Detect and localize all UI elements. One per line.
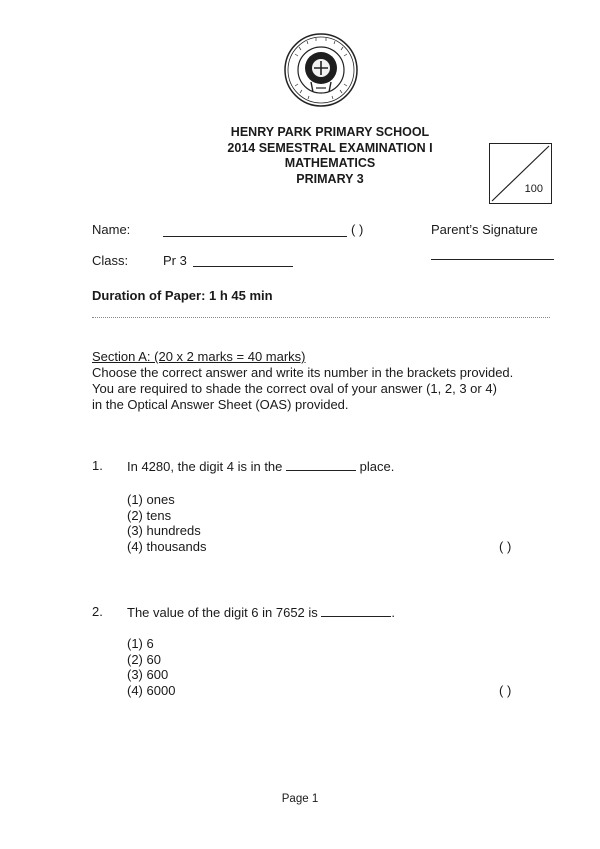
option-item: (1) ones (127, 492, 175, 507)
name-line[interactable] (163, 236, 347, 237)
parent-signature-line[interactable] (431, 259, 554, 260)
section-title: Section A: (20 x 2 marks = 40 marks) (92, 349, 306, 364)
score-total: 100 (524, 183, 543, 195)
question-text (127, 458, 394, 475)
page-number: Page 1 (281, 793, 319, 805)
option-item: (2) tens (127, 507, 172, 523)
instruction-line: You are required to shade the correct oval of your answer (1, 2, 3 or 4) (92, 381, 497, 396)
class-value: Pr 3 (163, 253, 187, 268)
instruction-line: Choose the correct answer and write its number in the brackets provided. (92, 365, 514, 380)
school-crest (283, 32, 359, 108)
question-stem-end: place. (359, 459, 395, 474)
section-instructions (92, 349, 562, 413)
answer-blank (321, 604, 391, 617)
question-number: 1. (92, 458, 103, 473)
class-label: Class: (92, 253, 129, 268)
instruction-line: in the Optical Answer Sheet (OAS) provided. (92, 397, 349, 412)
school-name: HENRY PARK PRIMARY SCHOOL (230, 125, 430, 139)
option-item: (2) 60 (127, 651, 161, 667)
name-label: Name: (92, 222, 131, 237)
question-text (127, 604, 395, 621)
exam-title: 2014 SEMESTRAL EXAMINATION I (227, 140, 433, 155)
options-list (127, 636, 175, 698)
separator-line (92, 317, 550, 318)
option-item: (4) thousands (127, 538, 207, 554)
question-stem: In 4280, the digit 4 is in the (127, 459, 283, 474)
parent-signature-label: Parent’s Signature (431, 222, 538, 237)
question-number: 2. (92, 604, 103, 619)
class-line[interactable] (193, 266, 293, 267)
register-number-bracket: ( ) (351, 222, 364, 237)
option-item: (3) hundreds (127, 523, 201, 538)
exam-header (170, 125, 490, 187)
answer-bracket[interactable]: ( ) (499, 683, 512, 698)
option-item: (3) 600 (127, 667, 169, 682)
answer-bracket[interactable]: ( ) (499, 539, 512, 554)
duration-text: Duration of Paper: 1 h 45 min (92, 288, 273, 303)
question-stem-end: . (391, 605, 396, 620)
option-item: (1) 6 (127, 636, 154, 651)
options-list (127, 492, 207, 554)
score-box (489, 143, 552, 204)
question-stem: The value of the digit 6 in 7652 is (127, 605, 318, 620)
level-title: PRIMARY 3 (296, 171, 364, 186)
subject-title: MATHEMATICS (284, 156, 376, 170)
answer-blank (286, 458, 356, 471)
option-item: (4) 6000 (127, 682, 176, 698)
